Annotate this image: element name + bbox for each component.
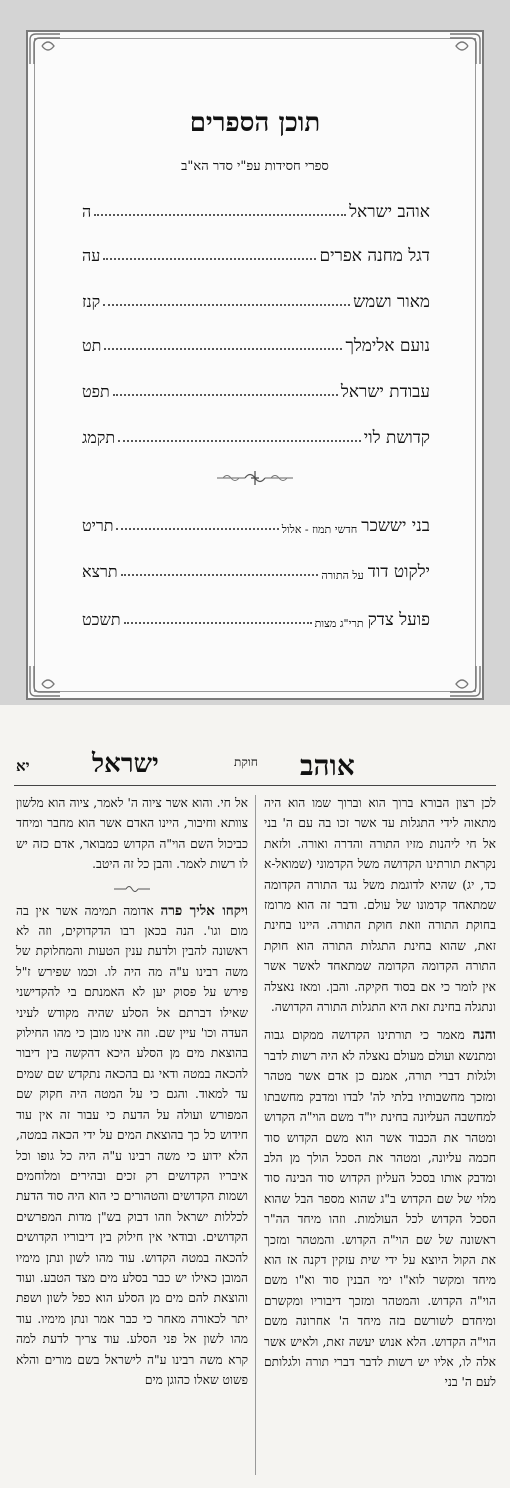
paragraph-lead-word: ויקחו אליך פרה xyxy=(160,902,248,919)
toc-entry-page: תשכט xyxy=(82,610,121,629)
toc-entry[interactable] xyxy=(82,556,430,582)
toc-entry-name: דגל מחנה אפרים xyxy=(319,246,430,266)
toc-entry-page: תפט xyxy=(82,382,110,401)
toc-entry-page: קנז xyxy=(82,292,101,311)
running-head-parsha: חוקת xyxy=(234,755,258,769)
paragraph xyxy=(16,793,248,875)
toc-entry-page: תרצא xyxy=(82,562,118,581)
toc-leader-dots xyxy=(94,214,346,216)
toc-leader-dots xyxy=(121,574,319,576)
toc-entry-name: פועל צדק xyxy=(367,610,430,630)
toc-entry[interactable] xyxy=(82,330,430,356)
toc-entry-page: עה xyxy=(82,246,101,265)
paragraph xyxy=(16,901,248,1391)
toc-leader-dots xyxy=(118,440,361,442)
toc-entry[interactable] xyxy=(82,196,430,222)
right-text-column xyxy=(264,793,496,1401)
toc-entry-name: מאור ושמש xyxy=(353,292,430,312)
toc-leader-dots xyxy=(104,348,342,350)
paragraph xyxy=(264,793,496,1017)
toc-leader-dots xyxy=(113,394,338,396)
paragraph-text: אדומה תמימה אשר אין בה מום וגו'. הנה בכאן רבו הדקדוקים, וזה לא ראשונה להבין ולדעת ענין הטעות והמחלוקת של משה רבינו ע"ה מה היה לו. וכמו שפירש ז"ל פירש על פסוק יען לא האמנתם בי להקדישני שאילו דברתם אל הסלע שהיה מקודש לעיני העדה וכו' עיין שם. וזה אינו מובן כי מהו החילוק בהוצאת מים מן הסלע היכא דהקשה בין דיבור להכאה במטה ודאי גם בהכאה נתקדש שם שמים עד למאוד. והגם כי על המטה היה חקוק שם המפורש ועולה על הדעת כי עבור זה אין עוד חידוש כל כך בהוצאת המים על ידי הכאה במטה, הלא ידוע כי משה רבינו ע"ה היה כל גופו וכל איבריו הקדושים רק זכים ובהירים ומלוחמים ושמות הקדושים והטהורים כי הוא היה סוד הדעת לכללות ישראל וזהו דבוק בש"ן מדות המפרשים הקדושים. ובודאי אין חילוק בין דיבוריו הקדושים להכאה במטה הקדוש. עוד מהו לשון ונתן מימיו המובן כאילו יש כבר בסלע מים מצד הטבע. ועוד והוצאת להם מים מן הסלע הוא כפל לשון ושפת יתר לכאורה מאחר כי כבר אמר ונתן מימיו. עוד מהו לשון אל פני הסלע. עוד צריך לדעת למה קרא משה רבינו ע"ה לישראל בשם מורים והלא פשוט שאלו כהוגן מים xyxy=(16,903,248,1387)
paragraph xyxy=(264,1025,496,1392)
running-head-second: ישראל xyxy=(92,749,159,779)
toc-entry[interactable] xyxy=(82,240,430,266)
toc-entry-name: נועם אלימלך xyxy=(345,336,430,356)
running-head-main: אוהב xyxy=(300,749,355,782)
toc-entry-name: ילקוט דוד xyxy=(367,562,430,582)
toc-entry-page: ה xyxy=(82,202,92,221)
corner-ornament-icon xyxy=(28,664,62,698)
toc-entry[interactable] xyxy=(82,286,430,312)
column-divider xyxy=(255,795,256,1475)
toc-subtitle: ספרי חסידות עפ"י סדר הא"ב xyxy=(181,159,329,174)
toc-entry-note: חדשי תמוז - אלול xyxy=(281,523,358,536)
toc-entry[interactable] xyxy=(82,604,430,630)
page-number: יא xyxy=(16,757,30,775)
paragraph-text: לכן רצון הבורא ברוך הוא וברוך שמו הוא היה מתאוה לידי התגלות עד אשר זכו בה עם ה' בני אל חי ליהנות מזיו התורה והדרה ואורה. ולזאת נקראת תורתינו הקדושה משל הקדמוני (שמואל-א כד, יג) שהיא לדוגמת משל נגד התורה הקדומה שמתאחד קדמונו של עולם. ודבר זה הוא מרומז בחוקת התורה וזאת חוקת התורה. היינו בחינת זאת, שהוא בחינת התגלות התורה הוא חוקת התורה הקדומה הקדומה שמתאחד לאשר אשר אין לומר כי אם בסוד חקיקה. והבן. ומאז נאצלה ונתגלה בחינת זאת היא התגלות התורה הקדושה. xyxy=(264,796,496,1015)
paragraph-text: מאמר כי תורתינו הקדושה ממקום גבוה ומתנשא ועולם מעולם נאצלה לא היה רשות לדבר ולגלות דברי תורה, אמנם כן אדם אשר מטהר ומזכך מחשבותיו בלתי לה' לבדו ומדבק מחשבתו למחשבה העליונה בחינת יו"ד משם הוי"ה הקדוש ומטהר את הכבוד אשר הוא משם הקדוש סוד חכמה עליונה, ומטהר את הסכל הולך מן הלב ומדבק אותו בסכל העליון הקדוש סוד הבינה סוד מלוי של שם הקדוש ב"ג שהוא מספר הבל שהוא הסכל הקדוש לכל העולמות. וזהו מיחד הה"ר ראשונה של שם הוי"ה הקדוש. והמטהר ומזכך את הקול היוצא על ידי שית עזקין דקנה אז הוא מיחד ומקשר לוא"ו ימי הבנין סוד וא"ו משם הוי"ה הקדוש. והמטהר ומזכך דיבוריו ומקשרם ומיחדם לשורשם בזה מיחד ה' אחרונה משם הוי"ה הקדוש. הלא אנוש יעשה זאת, ולאיש אשר אלה לו, אליו יש רשות לדבר דברי תורה ולגלותם לעם ה' בני xyxy=(264,1028,496,1390)
toc-entry[interactable] xyxy=(82,376,430,402)
left-text-column xyxy=(16,793,248,1398)
corner-ornament-icon xyxy=(28,32,62,66)
toc-entry-name: בני יששכר xyxy=(361,516,430,536)
small-ornament-icon xyxy=(112,883,152,895)
toc-entry-page: תריט xyxy=(82,516,114,535)
toc-entry-note: על התורה xyxy=(321,569,364,582)
toc-entry[interactable] xyxy=(82,422,430,448)
toc-entry[interactable] xyxy=(82,510,430,536)
toc-leader-dots xyxy=(116,528,278,530)
text-page xyxy=(0,705,510,1488)
toc-entry-page: תקמג xyxy=(82,428,116,447)
toc-entry-page: תט xyxy=(82,336,102,355)
toc-leader-dots xyxy=(103,258,316,260)
corner-ornament-icon xyxy=(448,32,482,66)
toc-entry-name: עבודת ישראל xyxy=(340,382,430,402)
toc-leader-dots xyxy=(124,622,312,624)
toc-entry-note: תרי"ג מצות xyxy=(314,617,364,630)
toc-entry-name: קדושת לוי xyxy=(363,428,430,448)
header-rule xyxy=(14,785,496,786)
paragraph-lead-word: והנה xyxy=(472,1027,497,1044)
paragraph-text: אל חי. והוא אשר ציוה ה' לאמר, ציוה הוא מלשון צוותא וחיבור, היינו האדם אשר הוא מחבר ומיחד כביכול השם הוי"ה הקדוש כמבואר, אדם כזה יש לו רשות לאמר. והבן כל זה היטב. xyxy=(16,796,248,872)
ornament-divider-icon xyxy=(215,468,295,488)
toc-title: תוכן הספרים xyxy=(189,108,321,138)
toc-leader-dots xyxy=(103,304,350,306)
toc-entry-name: אוהב ישראל xyxy=(349,202,430,222)
toc-page xyxy=(0,0,510,705)
corner-ornament-icon xyxy=(448,664,482,698)
